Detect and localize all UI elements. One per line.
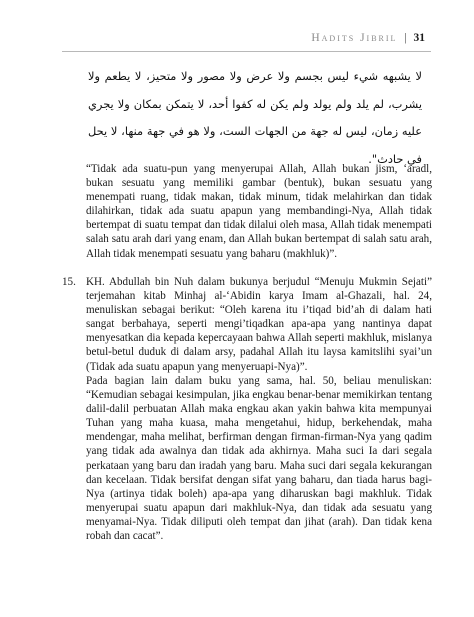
running-title: Hadits Jibril	[311, 32, 398, 44]
header-rule	[62, 51, 431, 52]
item-15-paragraph-2: Pada bagian lain dalam buku yang sama, hal. 50, beliau menuliskan: “Kemudian sebagai kesimpulan, jika engkau benar-benar memikirkan tentang dalil-dalil perbuatan Allah maka engkau akan yakin bahwa kita mempunyai Tuhan yang maha kuasa, maha mengetahui, hidup, berkehendak, maha mendengar, maha melihat, berfirman dengan firman-firman-Nya yang qadim yang tidak ada awalnya dan tidak ada akhirnya. Maha suci Ia dari segala perkataan yang baru dan iradah yang baru. Maha suci dari segala kekurangan dan kecelaan. Tidak bersifat dengan sifat yang baharu, dan tiada harus bagi-Nya (artinya tidak boleh) apa-apa yang diharuskan bagi makhluk. Tidak menyerupai suatu apapun dari makhluk-Nya, dan tidak ada sesuatu yang menyamai-Nya. Tidak diliputi oleh tempat dan jihat (arah). Dan tidak kena robah dan cacat”.	[86, 375, 432, 543]
item-15-paragraph-1: KH. Abdullah bin Nuh dalam bukunya berjudul “Menuju Mukmin Sejati” terjemahan kitab Minhaj al-‘Abidin karya Imam al-Ghazali, hal. 24, menuliskan sebagai berikut: “Oleh karena itu i’tiqad bid’ah di dalam hati sangat berbahaya, seperti mengi’tiqadkan apa-apa yang nantinya dapat menyesatkan dia kepada kepercayaan bahwa Allah seperti makhluk, mislanya betul-betul duduk di dalam arsy, padahal Allah itu laysa kamitslihi syai’un (Tidak ada suatu apapun yang menyeruapi-Nya)”.	[86, 276, 432, 373]
arabic-passage: لا يشبهه شيء ليس بجسم ولا عرض ولا مصور ولا متحيز، لا يطعم ولا يشرب، لم يلد ولم يولد ولم يكن له كفوا أحد، لا يتمكن بمكان ولا يجري عليه زمان، ليس له جهة من الجهات الست، ولا هو في جهة منها، لا يحل في حادث".	[88, 69, 422, 166]
running-header	[311, 32, 425, 44]
list-item-number: 15.	[62, 276, 76, 288]
page-number: 31	[413, 32, 425, 44]
translation-paragraph: “Tidak ada suatu-pun yang menyerupai Allah, Allah bukan jism, ‘aradl, bukan sesuatu yang memiliki gambar (bentuk), bukan sesuatu yang menempati ruang, tidak makan, tidak minum, tidak melahirkan dan tidak dilahirkan, tidak ada suatu apapun yang membandingi-Nya, Allah tidak bertempat di suatu tempat dan tidak dilalui oleh masa, Allah tidak menempati salah satu arah dari yang enam, dan Allah bukan bertempat di salah satu arah, Allah tidak menempati sesuatu yang baharu (makhluk)”.	[86, 163, 432, 260]
header-separator: |	[404, 32, 407, 44]
